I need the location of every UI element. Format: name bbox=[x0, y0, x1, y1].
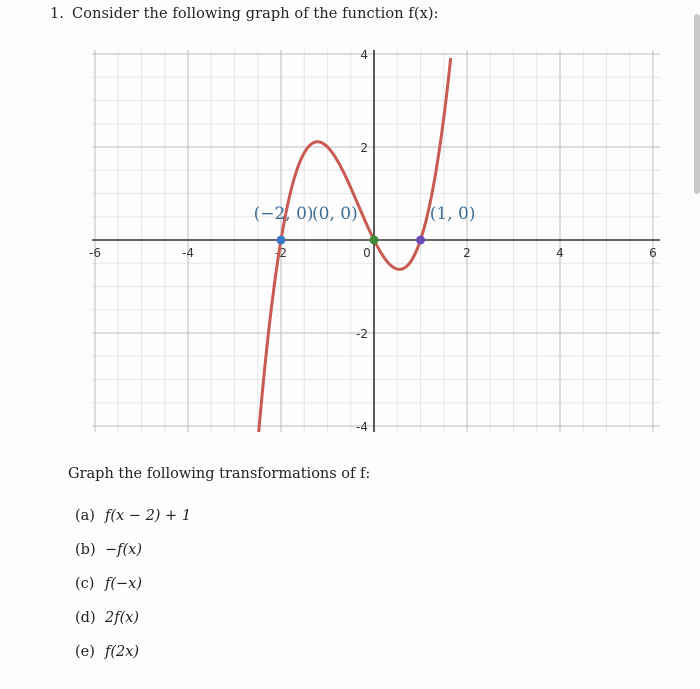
transformations-prompt: Graph the following transformations of f: bbox=[68, 466, 371, 482]
transformation-label: (d) bbox=[75, 610, 96, 626]
transformation-expression: f(x − 2) + 1 bbox=[105, 508, 192, 524]
function-curve bbox=[258, 58, 451, 438]
x-tick-label: 0 bbox=[363, 246, 371, 260]
transformation-item bbox=[75, 542, 191, 576]
point-label: (0, 0) bbox=[312, 204, 358, 225]
x-tick-label: -6 bbox=[89, 246, 101, 260]
transformation-item bbox=[75, 508, 191, 542]
transformation-label: (c) bbox=[75, 576, 95, 592]
curve-layer bbox=[258, 58, 451, 438]
transformations-list bbox=[75, 508, 191, 678]
points-layer bbox=[254, 204, 476, 244]
transformation-item bbox=[75, 610, 191, 644]
y-tick-label: 4 bbox=[360, 48, 368, 62]
transformation-label: (a) bbox=[75, 508, 95, 524]
y-tick-label: -2 bbox=[356, 327, 368, 341]
y-tick-label: 2 bbox=[360, 141, 368, 155]
transformation-expression: 2f(x) bbox=[105, 610, 140, 626]
scrollbar-thumb[interactable] bbox=[694, 14, 700, 194]
point-label: (1, 0) bbox=[429, 204, 476, 225]
transformation-expression: f(2x) bbox=[105, 644, 140, 660]
transformation-label: (e) bbox=[75, 644, 95, 660]
transformation-expression: f(−x) bbox=[105, 576, 143, 592]
x-tick-label: 2 bbox=[463, 246, 471, 260]
problem-number: 1. bbox=[50, 6, 65, 22]
x-tick-label: 6 bbox=[649, 246, 657, 260]
y-tick-label: -4 bbox=[356, 420, 368, 434]
transformation-expression: −f(x) bbox=[105, 542, 143, 558]
x-tick-label: 4 bbox=[556, 246, 564, 260]
x-tick-label: -4 bbox=[182, 246, 194, 260]
x-tick-label: -2 bbox=[275, 246, 287, 260]
transformation-item bbox=[75, 576, 191, 610]
transformation-item bbox=[75, 644, 191, 678]
transformation-label: (b) bbox=[75, 542, 96, 558]
intercept-point bbox=[277, 236, 286, 245]
intercept-point bbox=[370, 236, 379, 245]
problem-intro: Consider the following graph of the function f(x): bbox=[72, 6, 439, 22]
point-label: (−2, 0) bbox=[253, 204, 314, 225]
intercept-point bbox=[416, 236, 425, 245]
